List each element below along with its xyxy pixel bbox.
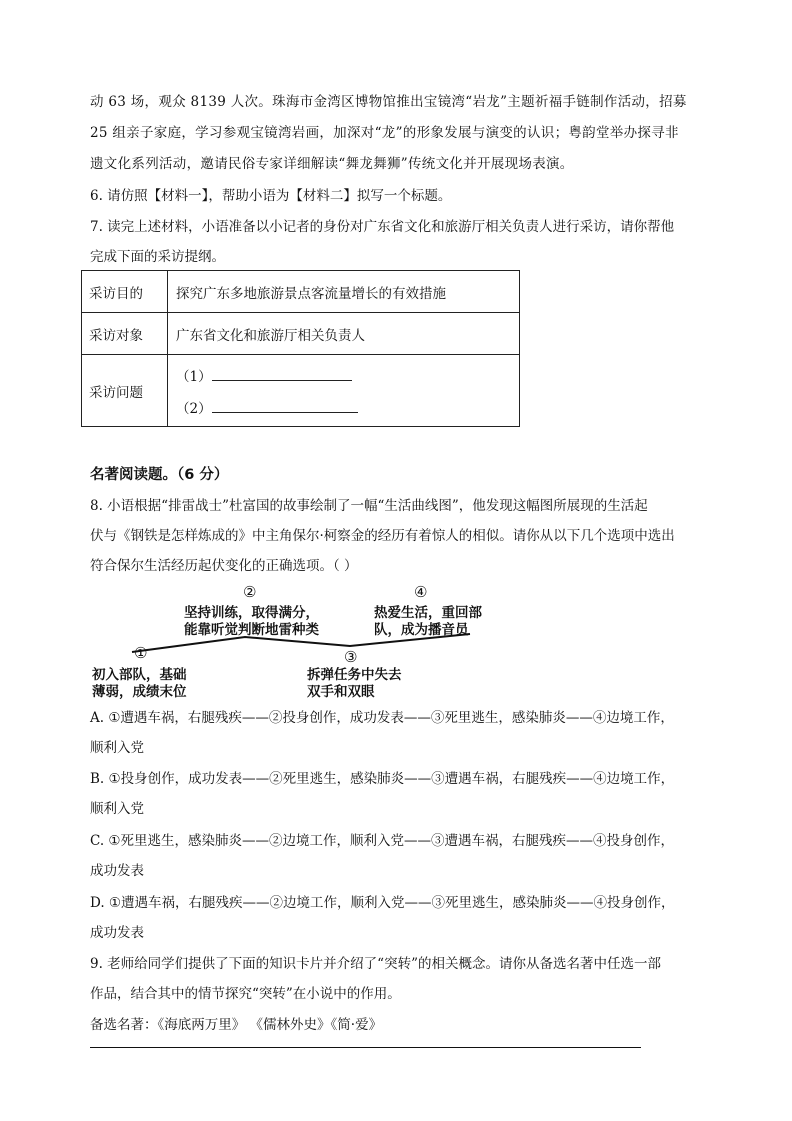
answer-rule-line[interactable] — [90, 1047, 641, 1048]
option-c-line-1[interactable]: C. ①死里逃生，感染肺炎——②边境工作，顺利入党——③遭遇车祸，右腿残疾——④投身创作， — [90, 833, 675, 849]
material-paragraph-line-1: 动 63 场，观众 8139 人次。珠海市金湾区博物馆推出宝镜湾“岩龙”主题祈福手链制作活动，招募 — [90, 94, 687, 110]
row-key-purpose: 采访目的 — [82, 271, 168, 313]
point-4-number: ④ — [414, 583, 428, 601]
option-a-line-1[interactable]: A. ①遭遇车祸，右腿残疾——②投身创作，成功发表——③死里逃生，感染肺炎——④边境工作， — [90, 710, 674, 726]
point-3-label-line-1: 拆弹任务中失去 — [307, 667, 402, 683]
question-blank-1-label: （1） — [176, 368, 212, 385]
point-1-label-line-1: 初入部队，基础 — [92, 667, 187, 683]
point-3-number: ③ — [344, 648, 358, 666]
section-title: 名著阅读题。（6 分） — [90, 467, 229, 483]
point-2-number: ② — [243, 583, 257, 601]
point-4-label-line-2: 队，成为播音员 — [374, 622, 469, 638]
option-c-line-2[interactable]: 成功发表 — [90, 863, 144, 879]
point-2-label-line-1: 坚持训练，取得满分， — [184, 605, 319, 621]
question-7-line-2: 完成下面的采访提纲。 — [90, 249, 225, 265]
option-d-line-2[interactable]: 成功发表 — [90, 925, 144, 941]
row-value-purpose: 探究广东多地旅游景点客流量增长的有效措施 — [168, 271, 520, 313]
row-key-questions: 采访问题 — [82, 355, 168, 427]
question-blank-2-label: （2） — [176, 400, 212, 417]
option-b-line-1[interactable]: B. ①投身创作，成功发表——②死里逃生，感染肺炎——③遭遇车祸，右腿残疾——④边境工作， — [90, 771, 675, 787]
question-7-line-1: 7. 读完上述材料，小语准备以小记者的身份对广东省文化和旅游厅相关负责人进行采访，请你帮他 — [90, 219, 675, 235]
row-value-interviewee: 广东省文化和旅游厅相关负责人 — [168, 313, 520, 355]
point-1-label-line-2: 薄弱，成绩末位 — [92, 684, 187, 700]
question-8-line-2: 伏与《钢铁是怎样炼成的》中主角保尔·柯察金的经历有着惊人的相似。请你从以下几个选项中选出 — [90, 528, 675, 544]
material-paragraph-line-3: 遗文化系列活动，邀请民俗专家详细解读“舞龙舞狮”传统文化并开展现场表演。 — [90, 156, 574, 172]
option-d-line-1[interactable]: D. ①遭遇车祸，右腿残疾——②边境工作，顺利入党——③死里逃生，感染肺炎——④投身创作， — [90, 895, 675, 911]
question-6: 6. 请仿照【材料一】，帮助小语为【材料二】拟写一个标题。 — [90, 188, 452, 204]
point-1-number: ① — [134, 644, 148, 662]
question-9-line-1: 9. 老师给同学们提供了下面的知识卡片并介绍了“突转”的相关概念。请你从备选名著中任选一部 — [90, 956, 661, 972]
point-2-label-line-2: 能靠听觉判断地雷种类 — [184, 622, 319, 638]
question-9-line-2: 作品，结合其中的情节探究“突转”在小说中的作用。 — [90, 986, 401, 1002]
material-paragraph-line-2: 25 组亲子家庭，学习参观宝镜湾岩画，加深对“龙”的形象发展与演变的认识；粤韵堂举办探寻非 — [90, 125, 679, 141]
option-b-line-2[interactable]: 顺利入党 — [90, 801, 144, 817]
point-3-label-line-2: 双手和双眼 — [307, 684, 375, 700]
option-a-line-2[interactable]: 顺利入党 — [90, 740, 144, 756]
question-8-line-1: 8. 小语根据“排雷战士”杜富国的故事绘制了一幅“生活曲线图”，他发现这幅图所展现的生活起 — [90, 498, 648, 514]
question-8-line-3: 符合保尔生活经历起伏变化的正确选项。（ ） — [90, 558, 358, 574]
point-4-label-line-1: 热爱生活，重回部 — [374, 605, 482, 621]
candidate-books: 备选名著：《海底两万里》 《儒林外史》《简·爱》 — [90, 1017, 383, 1033]
row-key-interviewee: 采访对象 — [82, 313, 168, 355]
